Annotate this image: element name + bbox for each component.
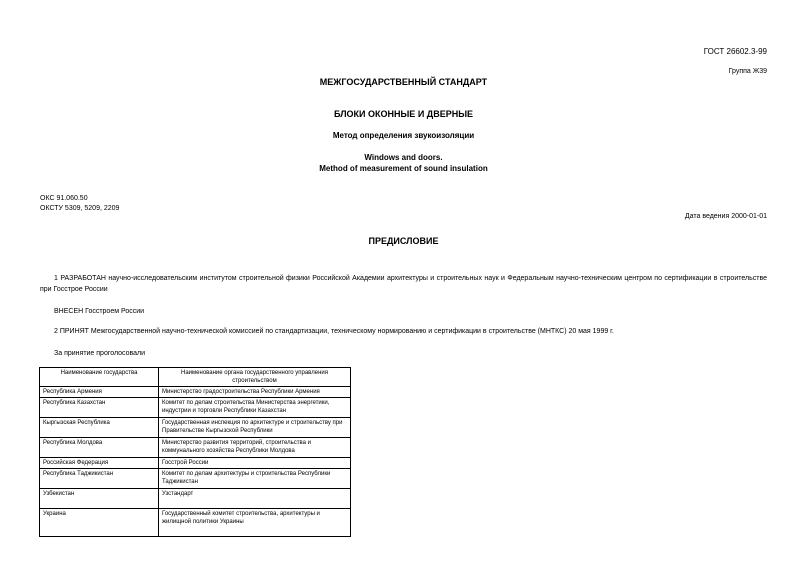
table-cell-state: Украина: [40, 509, 159, 537]
table-row: [40, 438, 351, 458]
table-cell-authority: Министерство развития территорий, строительства и коммунального хозяйства Республики Молдова: [159, 438, 351, 458]
table-row: [40, 469, 351, 489]
effective-date: Дата ведения 2000-01-01: [684, 213, 767, 220]
document-title: БЛОКИ ОКОННЫЕ И ДВЕРНЫЕ: [333, 109, 474, 119]
okstu-code: ОКСТУ 5309, 5209, 2209: [40, 205, 120, 212]
document-subtitle: Метод определения звукоизоляции: [332, 131, 475, 140]
voting-states-table: [39, 367, 351, 537]
table-cell-authority: Комитет по делам строительства Министерства энергетики, индустрии и торговли Республики Казахстан: [159, 398, 351, 418]
table-cell-authority: Государственная инспекция по архитектуре и строительству при Правительстве Кыргызской Республики: [159, 418, 351, 438]
table-cell-authority: Госстрой России: [159, 458, 351, 469]
preface-paragraph-introduced: ВНЕСЕН Госстроем России: [54, 308, 145, 315]
english-title-line-1: Windows and doors.: [364, 153, 443, 162]
table-cell-state: Республика Молдова: [40, 438, 159, 458]
table-cell-state: Республика Таджикистан: [40, 469, 159, 489]
table-cell-state: Кыргызская Республика: [40, 418, 159, 438]
table-row: [40, 387, 351, 398]
table-cell-authority: Министерство градостроительства Республики Армения: [159, 387, 351, 398]
table-row: [40, 458, 351, 469]
table-row: [40, 418, 351, 438]
table-cell-state: Российская Федерация: [40, 458, 159, 469]
table-cell-authority: Государственный комитет строительства, архитектуры и жилищной политики Украины: [159, 509, 351, 537]
group-code: Группа Ж39: [728, 68, 767, 75]
table-header-state: Наименование государства: [40, 368, 159, 387]
table-cell-state: Республика Казахстан: [40, 398, 159, 418]
table-cell-state: Республика Армения: [40, 387, 159, 398]
preface-paragraph-developed: 1 РАЗРАБОТАН научно-исследовательским институтом строительной физики Российской Академии архитектуры и строительных наук и Федеральным научно-техническим центром по сертификации в строительстве при Госстрое России: [40, 275, 767, 293]
table-header-row: [40, 368, 351, 387]
table-row: [40, 398, 351, 418]
preface-paragraph-adopted: 2 ПРИНЯТ Межгосударственной научно-технической комиссией по стандартизации, техническому нормированию и сертификации в строительстве (МНТКС) 20 мая 1999 г.: [54, 328, 614, 335]
table-cell-authority: Комитет по делам архитектуры и строительства Республики Таджикистан: [159, 469, 351, 489]
standard-type-heading: МЕЖГОСУДАРСТВЕННЫЙ СТАНДАРТ: [319, 77, 488, 87]
oks-code: ОКС 91.060.50: [40, 195, 88, 202]
table-row: [40, 509, 351, 537]
table-header-authority: Наименование органа государственного управления строительством: [159, 368, 351, 387]
table-cell-state: Узбекистан: [40, 489, 159, 509]
table-row: [40, 489, 351, 509]
preface-heading: ПРЕДИСЛОВИЕ: [368, 236, 439, 246]
english-title-line-2: Method of measurement of sound insulation: [319, 164, 488, 173]
table-cell-authority: Узстандарт: [159, 489, 351, 509]
preface-paragraph-voted: За принятие проголосовали: [54, 350, 146, 357]
document-code: ГОСТ 26602.3-99: [703, 47, 767, 56]
